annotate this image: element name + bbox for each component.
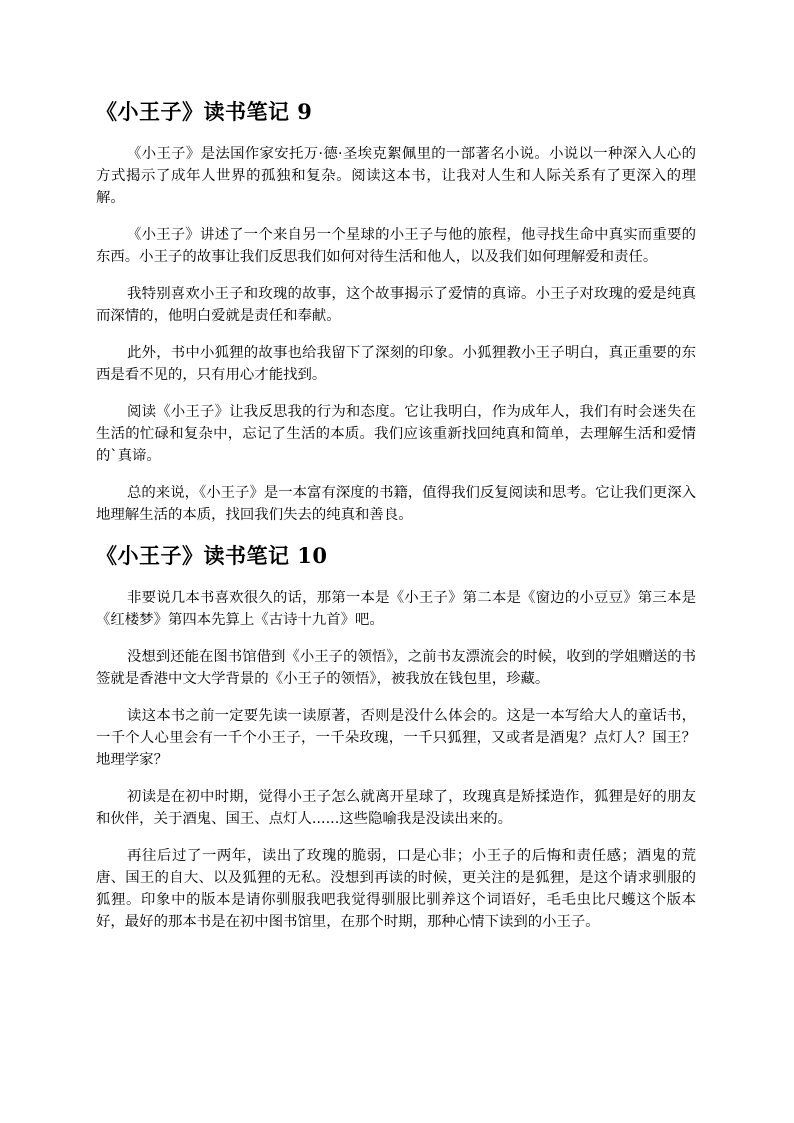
paragraph: 非要说几本书喜欢很久的话，那第一本是《小王子》第二本是《窗边的小豆豆》第三本是《红楼梦》第四本先算上《古诗十九首》吧。 — [96, 590, 696, 628]
paragraph: 我特别喜欢小王子和玫瑰的故事，这个故事揭示了爱情的真谛。小王子对玫瑰的爱是纯真而深情的，他明白爱就是责任和奉献。 — [96, 286, 696, 324]
paragraph: 此外，书中小狐狸的故事也给我留下了深刻的印象。小狐狸教小王子明白，真正重要的东西是看不见的，只有用心才能找到。 — [96, 345, 696, 383]
paragraph: 阅读《小王子》让我反思我的行为和态度。它让我明白，作为成年人，我们有时会迷失在生活的忙碌和复杂中，忘记了生活的本质。我们应该重新找回纯真和简单，去理解生活和爱情的`真谛。 — [96, 404, 696, 464]
note-section-10 — [96, 540, 696, 933]
document-body — [96, 96, 696, 933]
paragraph: 《小王子》是法国作家安托万·德·圣埃克絮佩里的一部著名小说。小说以一种深入人心的方式揭示了成年人世界的孤独和复杂。阅读这本书，让我对人生和人际关系有了更深入的理解。 — [96, 146, 696, 206]
paragraph: 再往后过了一两年，读出了玫瑰的脆弱，口是心非；小王子的后悔和责任感；酒鬼的荒唐、国王的自大、以及狐狸的无私。没想到再读的时候，更关注的是狐狸，是这个请求驯服的狐狸。印象中的版本是请你驯服我吧我觉得驯服比驯养这个词语好，毛毛虫比尺蠖这个版本好，最好的那本书是在初中图书馆里，在那个时期，那种心情下读到的小王子。 — [96, 848, 696, 930]
paragraph: 初读是在初中时期，觉得小王子怎么就离开星球了，玫瑰真是矫揉造作，狐狸是好的朋友和伙伴，关于酒鬼、国王、点灯人......这些隐喻我是没读出来的。 — [96, 789, 696, 827]
paragraph: 《小王子》讲述了一个来自另一个星球的小王子与他的旅程，他寻找生命中真实而重要的东西。小王子的故事让我们反思我们如何对待生活和他人，以及我们如何理解爱和责任。 — [96, 227, 696, 265]
paragraph: 读这本书之前一定要先读一读原著，否则是没什么体会的。这是一本写给大人的童话书，一千个人心里会有一千个小王子，一千朵玫瑰，一千只狐狸，又或者是酒鬼？点灯人？国王？地理学家？ — [96, 708, 696, 768]
note-section-9 — [96, 96, 696, 526]
section-title: 《小王子》读书笔记 10 — [96, 543, 328, 568]
paragraph: 总的来说，《小王子》是一本富有深度的书籍，值得我们反复阅读和思考。它让我们更深入地理解生活的本质，找回我们失去的纯真和善良。 — [96, 485, 696, 523]
paragraph: 没想到还能在图书馆借到《小王子的领悟》，之前书友漂流会的时候，收到的学姐赠送的书签就是香港中文大学背景的《小王子的领悟》，被我放在钱包里，珍藏。 — [96, 649, 696, 687]
section-title: 《小王子》读书笔记 9 — [96, 99, 313, 124]
